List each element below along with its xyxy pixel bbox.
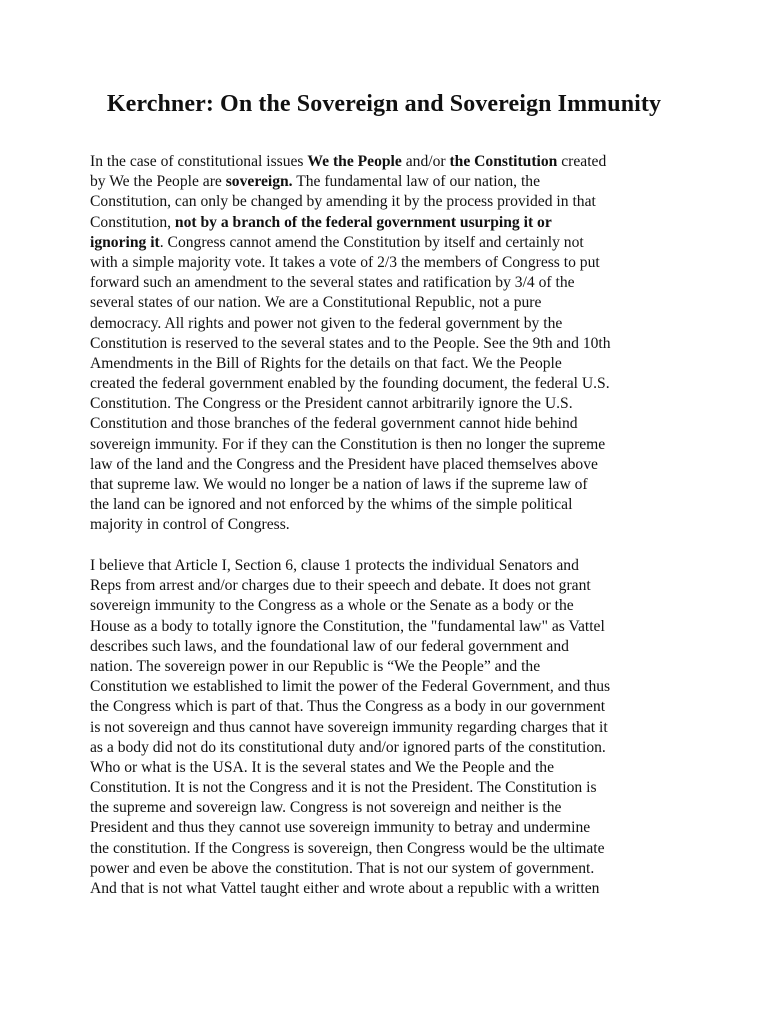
paragraph-1-line <box>90 414 690 434</box>
paragraph-2-line: And that is not what Vattel taught either and wrote about a republic with a written <box>90 880 600 897</box>
text-run: created <box>557 153 607 170</box>
text-run: sovereign immunity. For if they can the Constitution is then no longer the supreme <box>90 435 606 453</box>
paragraph-2-line: is not sovereign and thus cannot have sovereign immunity regarding charges that it <box>90 718 608 736</box>
paragraph-2-line: Who or what is the USA. It is the several states and We the People and the <box>90 758 554 776</box>
text-run: Amendments in the Bill of Rights for the details on that fact. We the People <box>90 354 562 372</box>
paragraph-1-line <box>90 233 690 253</box>
paragraph-1-line <box>90 475 690 495</box>
paragraph-1-line <box>90 455 690 475</box>
paragraph-1 <box>90 152 690 536</box>
paragraph-2-line: House as a body to totally ignore the Constitution, the "fundamental law" as Vattel <box>90 617 605 635</box>
paragraph-1-line <box>90 394 690 414</box>
text-run: with a simple majority vote. It takes a vote of 2/3 the members of Congress to put <box>90 253 600 271</box>
text-run: several states of our nation. We are a Constitutional Republic, not a pure <box>90 294 542 312</box>
text-run: The fundamental law of our nation, the <box>292 173 540 191</box>
paragraph-2-line: President and thus they cannot use sovereign immunity to betray and undermine <box>90 819 591 837</box>
paragraph-1-line <box>90 192 690 212</box>
paragraph-2-line: the constitution. If the Congress is sovereign, then Congress would be the ultimate <box>90 839 605 857</box>
paragraph-1-line <box>90 374 690 394</box>
text-run: by We the People are <box>90 173 226 191</box>
paragraph-1-line <box>90 152 690 172</box>
paragraph-1-line <box>90 172 690 192</box>
text-run: Constitution, can only be changed by amending it by the process provided in that <box>90 193 596 211</box>
text-run: the land can be ignored and not enforced by the whims of the simple political <box>90 496 573 514</box>
text-run: Constitution. The Congress or the President cannot arbitrarily ignore the U.S. <box>90 395 573 413</box>
text-run: created the federal government enabled by the founding document, the federal U.S. <box>90 375 610 393</box>
paragraph-2-line: power and even be above the constitution. That is not our system of government. <box>90 859 595 877</box>
bold-text-run: ignoring it <box>90 233 160 251</box>
paragraph-2-line: sovereign immunity to the Congress as a whole or the Senate as a body or the <box>90 597 574 615</box>
text-run: . Congress cannot amend the Constitution by itself and certainly not <box>159 233 584 251</box>
text-run: forward such an amendment to the several states and ratification by 3/4 of the <box>90 274 575 292</box>
paragraph-2-line: I believe that Article I, Section 6, clause 1 protects the individual Senators and <box>90 557 579 574</box>
text-run: In the case of constitutional issues <box>90 153 308 170</box>
paragraph-1-line <box>90 334 690 354</box>
paragraph-2-line: nation. The sovereign power in our Republic is “We the People” and the <box>90 657 541 675</box>
paragraph-2 <box>90 556 690 899</box>
paragraph-1-line <box>90 435 690 455</box>
text-run: democracy. All rights and power not given to the federal government by the <box>90 314 563 332</box>
text-run: majority in control of Congress. <box>90 516 290 534</box>
text-run: Constitution is reserved to the several states and to the People. See the 9th and 10th <box>90 334 611 352</box>
paragraph-2-line: Constitution. It is not the Congress and it is not the President. The Constitution is <box>90 779 597 797</box>
paragraph-1-line <box>90 515 690 535</box>
text-run: Constitution and those branches of the federal government cannot hide behind <box>90 415 578 433</box>
paragraph-1-line <box>90 293 690 313</box>
paragraph-1-line <box>90 314 690 334</box>
text-run: and/or <box>401 153 450 170</box>
paragraph-1-line <box>90 213 690 233</box>
paragraph-1-line <box>90 495 690 515</box>
text-run: Constitution, <box>90 213 175 231</box>
paragraph-2-line: describes such laws, and the foundational law of our federal government and <box>90 637 569 655</box>
document-title: Kerchner: On the Sovereign and Sovereign Immunity <box>106 91 662 117</box>
paragraph-2-line: Reps from arrest and/or charges due to their speech and debate. It does not grant <box>90 577 591 595</box>
text-run: law of the land and the Congress and the President have placed themselves above <box>90 455 598 473</box>
bold-text-run: We the People <box>307 153 402 170</box>
bold-text-run: the Constitution <box>449 153 558 170</box>
paragraph-1-line <box>90 253 690 273</box>
paragraph-2-line: Constitution we established to limit the power of the Federal Government, and thus <box>90 678 611 696</box>
bold-text-run: not by a branch of the federal government usurping it or <box>174 213 552 231</box>
text-run: that supreme law. We would no longer be a nation of laws if the supreme law of <box>90 476 588 493</box>
paragraph-1-line <box>90 354 690 374</box>
paragraph-2-line: the supreme and sovereign law. Congress is not sovereign and neither is the <box>90 799 562 817</box>
paragraph-2-line: as a body did not do its constitutional duty and/or ignored parts of the constitution. <box>90 738 606 756</box>
paragraph-2-line: the Congress which is part of that. Thus the Congress as a body in our government <box>90 698 606 716</box>
paragraph-1-line <box>90 273 690 293</box>
bold-text-run: sovereign. <box>225 173 293 191</box>
